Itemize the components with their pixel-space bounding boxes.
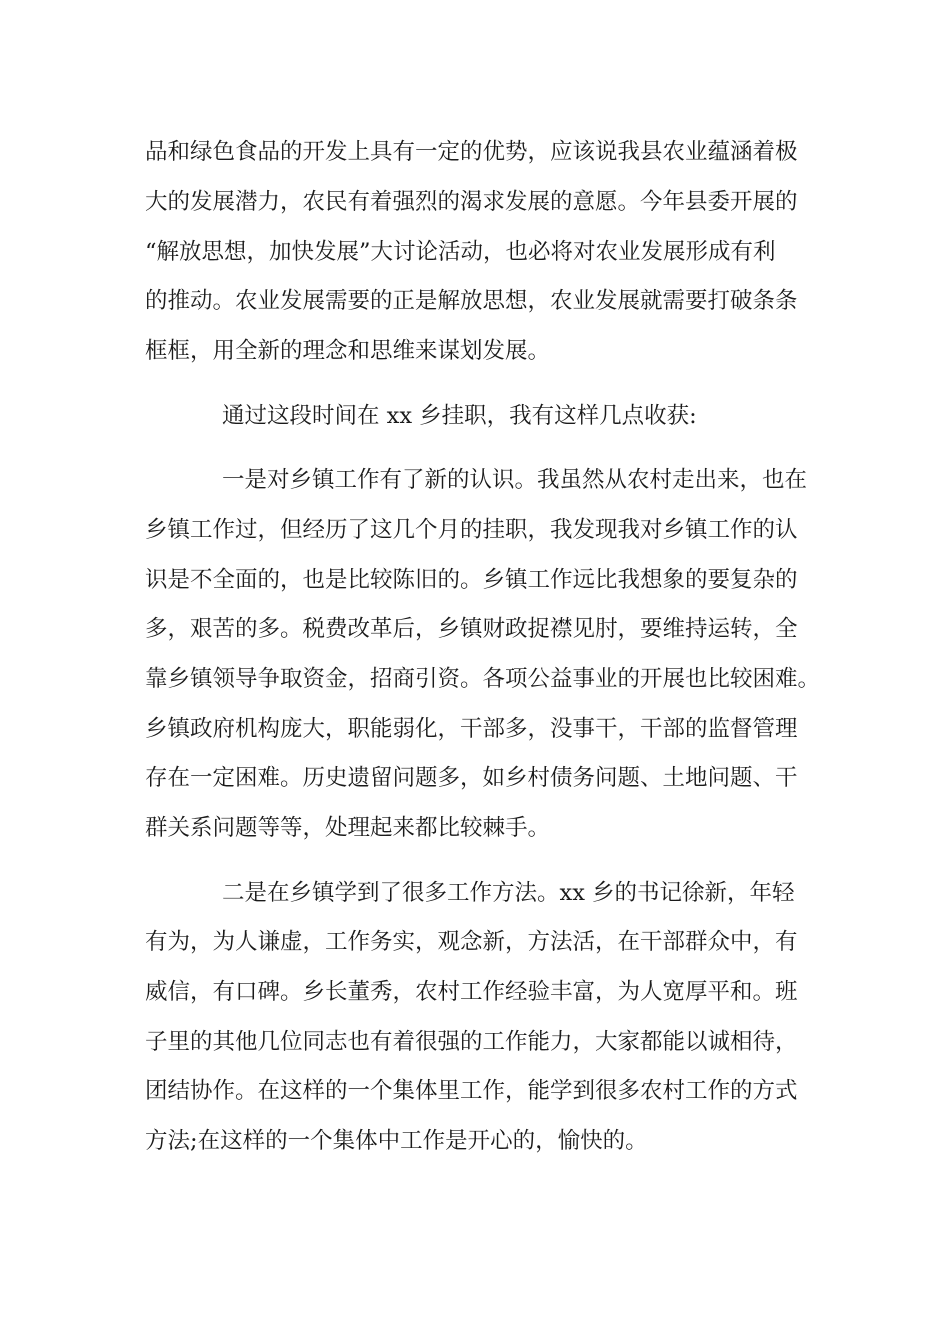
paragraph-3-line-1: 一是对乡镇工作有了新的认识。我虽然从农村走出来，也在 xyxy=(222,467,808,493)
paragraph-4-line-2: 有为，为人谦虚，工作务实，观念新，方法活，在干部群众中，有 xyxy=(145,929,798,955)
paragraph-3-line-2: 乡镇工作过，但经历了这几个月的挂职，我发现我对乡镇工作的认 xyxy=(145,517,798,543)
paragraph-2-line-1: 通过这段时间在 xx 乡挂职，我有这样几点收获: xyxy=(222,403,697,429)
paragraph-4-line-6: 方法;在这样的一个集体中工作是开心的，愉快的。 xyxy=(145,1128,648,1154)
paragraph-3-line-7: 存在一定困难。历史遗留问题多，如乡村债务问题、土地问题、干 xyxy=(145,765,798,791)
paragraph-1-line-4: 的推动。农业发展需要的正是解放思想，农业发展就需要打破条条 xyxy=(145,288,798,314)
paragraph-3-line-4: 多，艰苦的多。税费改革后，乡镇财政捉襟见肘，要维持运转，全 xyxy=(145,616,798,642)
paragraph-4-line-3: 威信，有口碑。乡长董秀，农村工作经验丰富，为人宽厚平和。班 xyxy=(145,979,798,1005)
paragraph-1-line-3: “解放思想，加快发展”大讨论活动，也必将对农业发展形成有利 xyxy=(145,239,776,265)
paragraph-1-line-2: 大的发展潜力，农民有着强烈的渴求发展的意愿。今年县委开展的 xyxy=(145,189,798,215)
paragraph-3-line-6: 乡镇政府机构庞大，职能弱化，干部多，没事干，干部的监督管理 xyxy=(145,716,798,742)
paragraph-3-line-3: 识是不全面的，也是比较陈旧的。乡镇工作远比我想象的要复杂的 xyxy=(145,567,798,593)
paragraph-1-line-1: 品和绿色食品的开发上具有一定的优势，应该说我县农业蕴涵着极 xyxy=(145,139,798,165)
paragraph-3-line-5: 靠乡镇领导争取资金，招商引资。各项公益事业的开展也比较困难。 xyxy=(145,666,821,692)
paragraph-1-line-5: 框框，用全新的理念和思维来谋划发展。 xyxy=(145,338,551,364)
paragraph-4-line-4: 子里的其他几位同志也有着很强的工作能力，大家都能以诚相待， xyxy=(145,1029,798,1055)
paragraph-4-line-1: 二是在乡镇学到了很多工作方法。xx 乡的书记徐新，年轻 xyxy=(222,880,795,906)
paragraph-4-line-5: 团结协作。在这样的一个集体里工作，能学到很多农村工作的方式 xyxy=(145,1078,798,1104)
paragraph-3-line-8: 群关系问题等等，处理起来都比较棘手。 xyxy=(145,815,551,841)
